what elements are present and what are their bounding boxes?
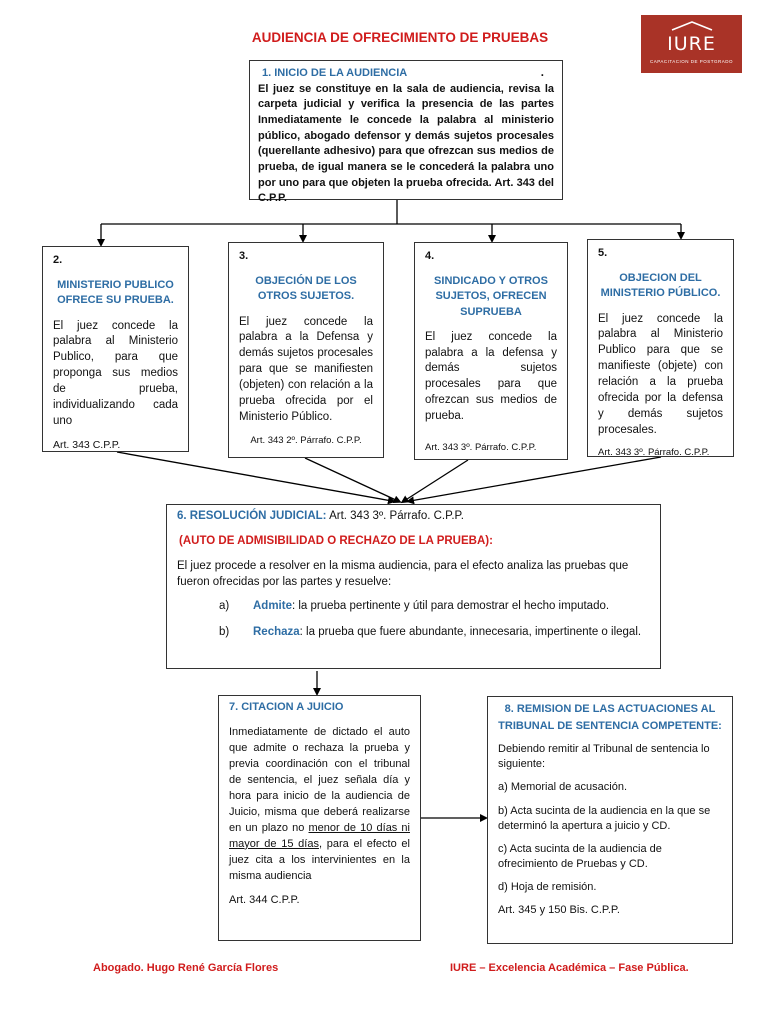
step-7-citacion-juicio <box>218 695 421 941</box>
page-title: AUDIENCIA DE OFRECIMIENTO DE PRUEBAS <box>251 30 549 45</box>
step-3-ref: Art. 343 2º. Párrafo. C.P.P. <box>250 434 362 446</box>
step-3-objecion-otros-sujetos <box>228 242 384 458</box>
step-5-objecion-ministerio-publico <box>587 239 734 457</box>
step-4-heading: SINDICADO Y OTROS SUJETOS, OFRECEN SUPRUEBA <box>434 275 548 318</box>
iure-logo <box>641 15 742 73</box>
step-7-body-a: Inmediatamente de dictado el auto que admite o rechaza la prueba y previa coordinación con el tribunal de sentencia, el juez señala día y hora para inicio de la audiencia de Juicio, misma que deberá realizarse en un plazo no <box>229 726 410 834</box>
logo-name: IURE <box>667 33 716 55</box>
step-1-dot: . <box>540 67 544 79</box>
step-8-item-a: a) Memorial de acusación. <box>498 781 628 794</box>
step-6-subheading: AUTO DE ADMISIBILIDAD O RECHAZO DE LA PRUEBA <box>182 534 486 547</box>
step-2-number: 2. <box>53 254 63 266</box>
step-8-item-c: c) Acta sucinta de la audiencia de ofrecimiento de Pruebas y CD. <box>498 842 662 871</box>
step-1-heading: 1. INICIO DE LA AUDIENCIA <box>262 67 408 79</box>
step-5-heading: OBJECION DEL MINISTERIO PÚBLICO. <box>600 272 721 300</box>
step-6-paren-open: ( <box>179 534 183 547</box>
step-2-ref: Art. 343 C.P.P. <box>53 438 121 451</box>
step-6-option-a <box>219 599 650 615</box>
step-8-ref: Art. 345 y 150 Bis. C.P.P. <box>498 904 620 917</box>
arrow-box4-to-box6 <box>404 460 468 501</box>
option-b-term: Rechaza <box>253 626 300 639</box>
step-3-number: 3. <box>239 250 249 262</box>
step-6-heading-ref: Art. 343 3º. Párrafo. C.P.P. <box>326 510 464 522</box>
step-7-body-b: , para el efecto el juez cita a los intervinientes en la misma audiencia <box>229 837 410 882</box>
footer-author: Abogado. Hugo René García Flores <box>93 962 279 974</box>
step-4-ref: Art. 343 3º. Párrafo. C.P.P. <box>425 441 537 453</box>
step-5-ref: Art. 343 3º. Párrafo. C.P.P. <box>598 447 710 459</box>
option-a-term: Admite <box>253 600 292 613</box>
step-6-intro: El juez procede a resolver en la misma audiencia, para el efecto analiza las pruebas que fueron ofrecidas por las partes y resuelve: <box>177 559 629 588</box>
step-6-heading: 6. RESOLUCIÓN JUDICIAL: <box>177 510 327 522</box>
step-7-ref: Art. 344 C.P.P. <box>229 893 300 906</box>
step-7-heading: 7. CITACION A JUICIO <box>229 701 344 713</box>
step-8-heading: 8. REMISION DE LAS ACTUACIONES AL TRIBUNAL DE SENTENCIA COMPETENTE: <box>498 703 722 732</box>
step-6-resolucion-judicial <box>166 504 661 669</box>
option-a-text: : la prueba pertinente y útil para demostrar el hecho imputado. <box>291 600 610 613</box>
step-2-heading: MINISTERIO PUBLICO OFRECE SU PRUEBA. <box>57 279 174 307</box>
step-2-body: El juez concede la palabra al Ministerio Publico, para que proponga sus medios de prueba, individualizando cada uno <box>53 319 178 427</box>
arrow-box2-to-box6 <box>117 452 392 501</box>
step-4-body: El juez concede la palabra a la defensa y demás sujetos procesales para que ofrezcan sus medios de prueba. <box>425 330 557 422</box>
step-8-item-b: b) Acta sucinta de la audiencia en la que se determinó la apertura a juicio y CD. <box>498 804 711 832</box>
step-1-body: El juez se constituye en la sala de audiencia, revisa la carpeta judicial y verifica la presencia de las partes Inmediatamente le concede la palabra al ministerio público, abogado defensor y demás sujetos procesales (querellante adhesivo) para que ofrezcan sus medios de prueba, de igual manera se le concederá la palabra uno por uno para que objeten la prueba ofrecida. Art. 343 del C.P.P. <box>258 82 554 205</box>
option-b-text: : la prueba que fuere abundante, innecesaria, impertinente o ilegal. <box>299 626 642 639</box>
step-7-body-underlined: menor de 10 días ni mayor de 15 días <box>229 821 410 850</box>
step-6-paren-close: ): <box>485 534 493 547</box>
footer-institution: IURE – Excelencia Académica – Fase Pública. <box>450 962 689 974</box>
step-8-remision-actuaciones <box>487 696 733 944</box>
step-5-number: 5. <box>598 247 608 259</box>
step-8-item-d: d) Hoja de remisión. <box>498 881 597 894</box>
step-8-intro: Debiendo remitir al Tribunal de sentencia lo siguiente: <box>498 743 710 771</box>
step-1-inicio-audiencia <box>249 60 563 205</box>
arrow-box5-to-box6 <box>410 457 661 501</box>
option-a-key: a) <box>219 600 230 613</box>
step-4-sindicado-ofrecen-prueba <box>414 242 568 460</box>
building-icon <box>671 21 713 31</box>
step-7-body <box>229 725 410 884</box>
step-3-heading: OBJECIÓN DE LOS OTROS SUJETOS. <box>255 275 357 303</box>
logo-subtitle: CAPACITACION DE POSTGRADO <box>649 59 734 64</box>
option-b-key: b) <box>219 626 230 639</box>
step-4-number: 4. <box>425 250 435 262</box>
arrow-box3-to-box6 <box>305 458 398 501</box>
step-3-body: El juez concede la palabra a la Defensa y demás sujetos procesales para que se manifiesten (objeten) con relación a la prueba ofrecida por el Ministerio Público. <box>239 315 373 423</box>
step-2-ministerio-publico <box>42 246 189 452</box>
step-6-option-b <box>219 625 650 641</box>
step-5-body: El juez concede la palabra al Ministerio Publico para que se manifieste (objete) con relación a la prueba ofrecida por la defensa y demás sujetos procesales. <box>598 312 723 436</box>
